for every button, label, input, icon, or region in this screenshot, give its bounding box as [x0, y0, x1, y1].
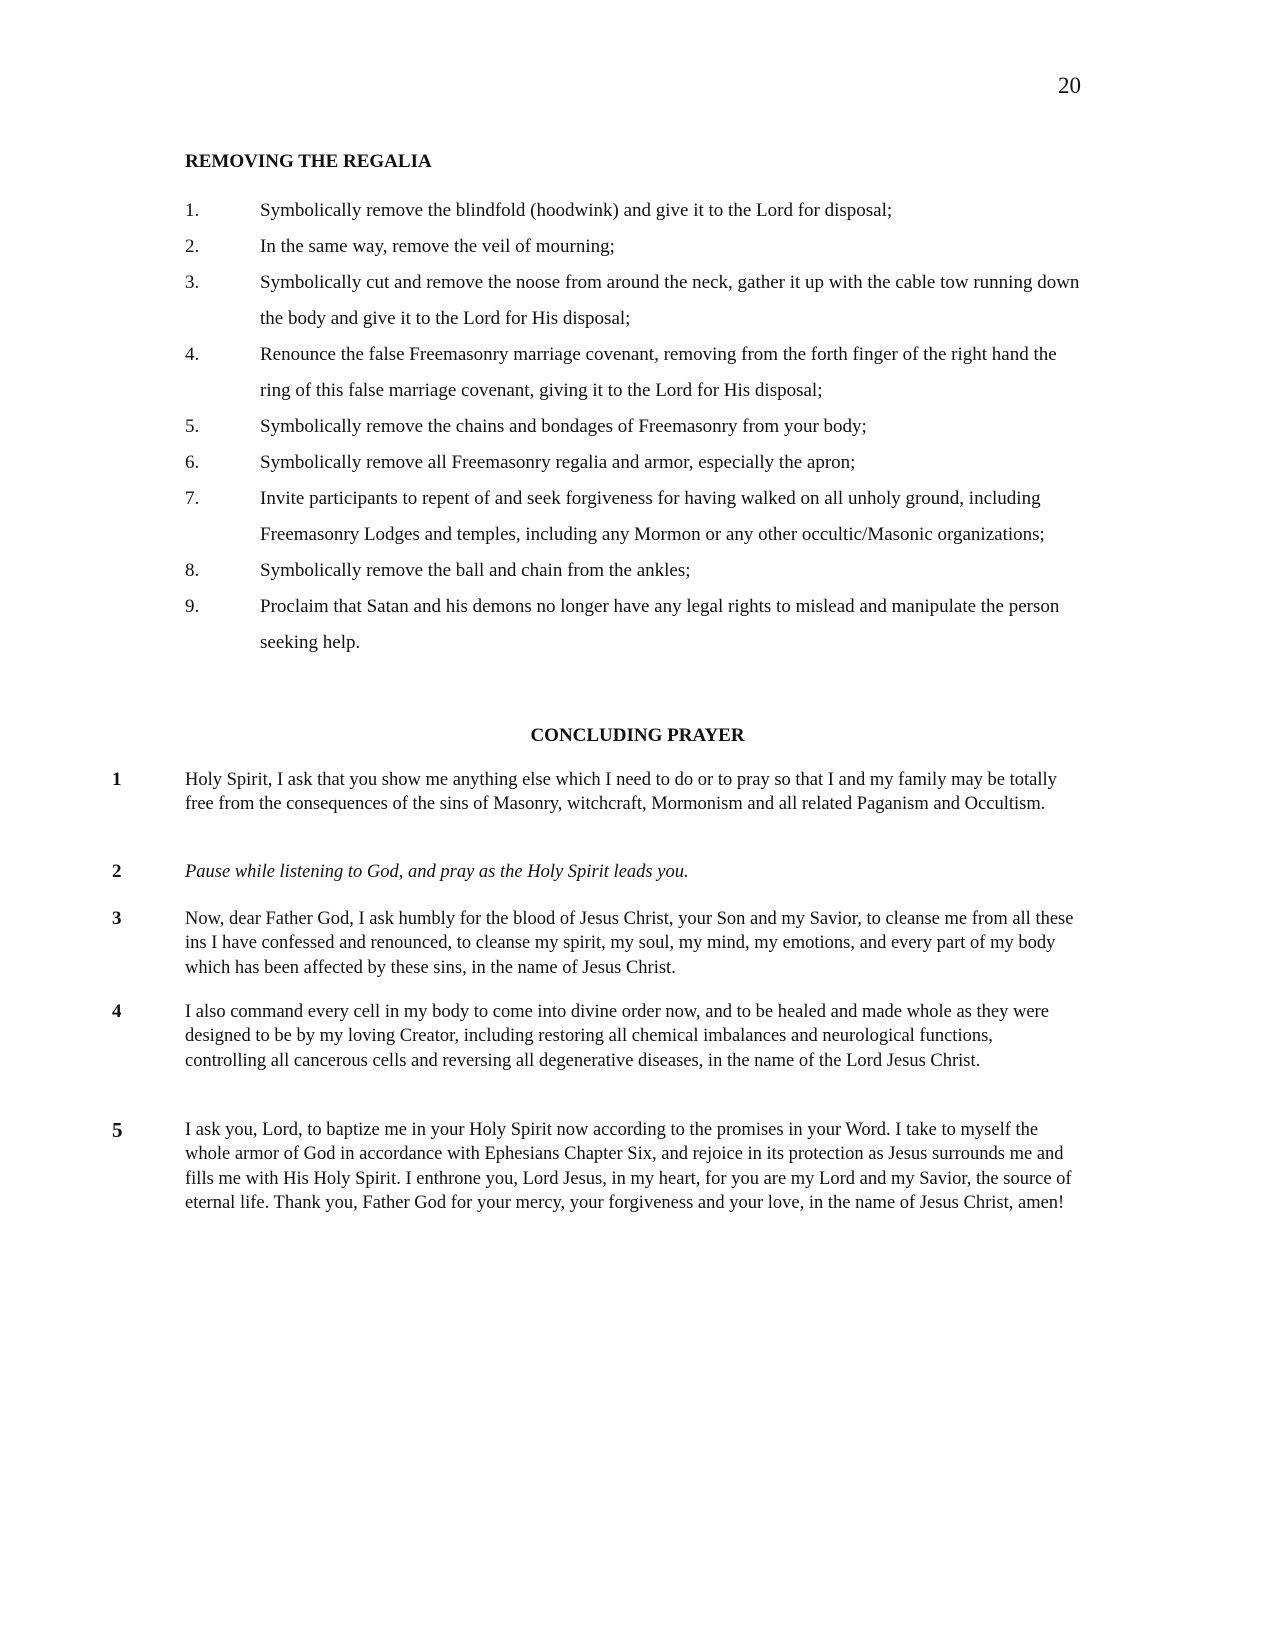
- step-number: 8.: [185, 560, 200, 581]
- page-number: 20: [1058, 73, 1081, 98]
- step-number: 3.: [185, 272, 200, 293]
- step-number: 4.: [185, 344, 200, 365]
- paragraph-text: I also command every cell in my body to come into divine order now, and to be healed and made whole as they were designed to be by my loving Creator, including restoring all chemical imbalances and neurological functions, controlling all cancerous cells and reversing all degenerative diseases, in the name of the Lord Jesus Christ.: [185, 1002, 1049, 1071]
- step-number: 5.: [185, 416, 200, 437]
- regalia-step: [185, 409, 1085, 445]
- step-number: 2.: [185, 236, 200, 257]
- regalia-step: [185, 589, 1085, 661]
- paragraph-number: 4: [112, 1001, 122, 1022]
- step-text: Symbolically remove the chains and bondages of Freemasonry from your body;: [260, 416, 867, 437]
- regalia-step: [185, 193, 1085, 229]
- regalia-step: [185, 445, 1085, 481]
- paragraph-text: Now, dear Father God, I ask humbly for the blood of Jesus Christ, your Son and my Savior, to cleanse me from all these ins I have confessed and renounced, to cleanse my spirit, my soul, my mind, my emotions, and every part of my body which has been affected by these sins, in the name of Jesus Christ.: [185, 909, 1074, 978]
- regalia-steps-list: [185, 193, 1085, 661]
- paragraph-text: I ask you, Lord, to baptize me in your Holy Spirit now according to the promises in your Word. I take to myself the whole armor of God in accordance with Ephesians Chapter Six, and rejoice in its protection as Jesus surrounds me and fills me with His Holy Spirit. I enthrone you, Lord Jesus, in my heart, for you are my Lord and my Savior, the source of eternal life. Thank you, Father God for your mercy, your forgiveness and your love, in the name of Jesus Christ, amen!: [185, 1120, 1072, 1213]
- step-text: Symbolically remove all Freemasonry regalia and armor, especially the apron;: [260, 452, 856, 473]
- regalia-step: [185, 553, 1085, 589]
- step-text: Proclaim that Satan and his demons no longer have any legal rights to mislead and manipulate the person seeking help.: [260, 596, 1060, 653]
- step-text: Symbolically cut and remove the noose from around the neck, gather it up with the cable tow running down the body and give it to the Lord for His disposal;: [260, 272, 1080, 329]
- step-text: Symbolically remove the ball and chain from the ankles;: [260, 560, 691, 581]
- paragraph-number: 1: [112, 769, 122, 790]
- regalia-step: [185, 337, 1085, 409]
- paragraph-number: 3: [112, 908, 122, 929]
- paragraph-text: Pause while listening to God, and pray as the Holy Spirit leads you.: [185, 862, 689, 882]
- step-text: Symbolically remove the blindfold (hoodwink) and give it to the Lord for disposal;: [260, 200, 893, 221]
- regalia-step: [185, 481, 1085, 553]
- step-number: 1.: [185, 200, 200, 221]
- paragraph-text: Holy Spirit, I ask that you show me anything else which I need to do or to pray so that I and my family may be totally free from the consequences of the sins of Masonry, witchcraft, Mormonism and all related Paganism and Occultism.: [185, 770, 1057, 815]
- regalia-step: [185, 265, 1085, 337]
- step-number: 9.: [185, 596, 200, 617]
- step-number: 6.: [185, 452, 200, 473]
- section-heading-removing-the-regalia: REMOVING THE REGALIA: [185, 151, 432, 172]
- regalia-step: [185, 229, 1085, 265]
- step-text: In the same way, remove the veil of mourning;: [260, 236, 615, 257]
- step-number: 7.: [185, 488, 200, 509]
- step-text: Invite participants to repent of and seek forgiveness for having walked on all unholy ground, including Freemasonry Lodges and temples, including any Mormon or any other occultic/Masonic organizations;: [260, 488, 1045, 545]
- paragraph-number: 2: [112, 861, 122, 882]
- section-heading-concluding-prayer: CONCLUDING PRAYER: [530, 725, 745, 746]
- paragraph-number: 5: [112, 1118, 123, 1142]
- step-text: Renounce the false Freemasonry marriage covenant, removing from the forth finger of the right hand the ring of this false marriage covenant, giving it to the Lord for His disposal;: [260, 344, 1057, 401]
